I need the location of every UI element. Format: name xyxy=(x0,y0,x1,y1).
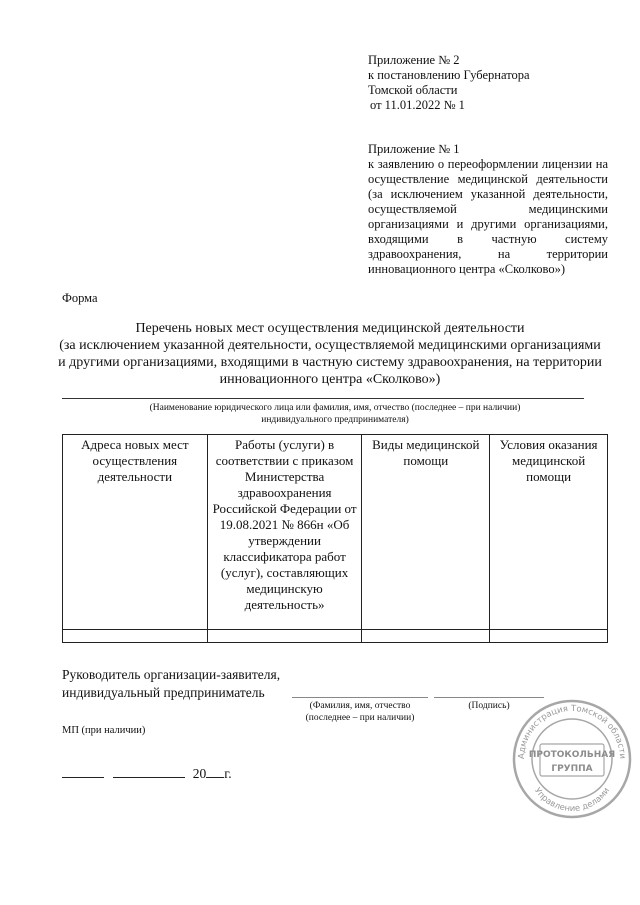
title-line-4: инновационного центра «Сколково») xyxy=(219,372,441,387)
date-day-blank xyxy=(62,763,104,778)
title-line-2: (за исключением указанной деятельности, осуществляемой медицинскими организациями xyxy=(59,338,601,353)
locations-table xyxy=(62,434,608,643)
annex-1-header xyxy=(368,142,608,277)
stamp-center-line-2: ГРУППА xyxy=(551,764,593,774)
title-line-3: и другими организациями, входящими в частную систему здравоохранения, на территории xyxy=(58,355,602,370)
table-cell[interactable] xyxy=(63,630,208,643)
official-stamp xyxy=(510,697,634,821)
column-header-addresses: Адреса новых мест осуществления деятельности xyxy=(63,435,208,630)
date-year-blank xyxy=(206,763,224,778)
column-header-care-conditions: Условия оказания медицинской помощи xyxy=(490,435,608,630)
signatory-line-2: индивидуальный предприниматель xyxy=(62,685,265,700)
date-month-blank xyxy=(113,763,185,778)
seal-place-label: МП (при наличии) xyxy=(62,725,146,736)
annex-2-header xyxy=(368,53,608,113)
fio-caption-line-2: (последнее – при наличии) xyxy=(305,713,415,723)
annex-1-heading: Приложение № 1 xyxy=(368,142,460,156)
annex-2-line-4: от 11.01.2022 № 1 xyxy=(370,98,465,112)
date-line xyxy=(62,763,232,782)
fio-caption-line-1: (Фамилия, имя, отчество xyxy=(309,701,411,711)
date-suffix: г. xyxy=(224,766,232,781)
applicant-name-caption xyxy=(62,402,608,426)
column-header-care-types: Виды медицинской помощи xyxy=(362,435,490,630)
annex-2-line-2: к постановлению Губернатора xyxy=(368,68,530,82)
table-header-row xyxy=(63,435,608,630)
annex-1-body: к заявлению о переоформлении лицензии на осуществление медицинской деятельности (за исключением указанной деятельности, осуществляемой медицинскими организациями и другими организациями, входящими в частную систему здравоохранения, на территории инновационного центра «Сколково») xyxy=(368,157,608,276)
name-caption-line-2: индивидуального предпринимателя) xyxy=(261,415,409,425)
stamp-bottom-text: Управление делами xyxy=(531,785,613,815)
annex-2-line-3: Томской области xyxy=(368,83,458,97)
document-title xyxy=(50,320,610,388)
table-cell[interactable] xyxy=(490,630,608,643)
fio-caption xyxy=(292,700,428,724)
sign-caption: (Подпись) xyxy=(468,701,510,711)
stamp-center-line-1: ПРОТОКОЛЬНАЯ xyxy=(528,750,616,760)
table-cell[interactable] xyxy=(362,630,490,643)
name-caption-line-1: (Наименование юридического лица или фамилия, имя, отчество (последнее – при наличии) xyxy=(149,403,521,413)
table-row xyxy=(63,630,608,643)
column-header-works: Работы (услуги) в соответствии с приказом Министерства здравоохранения Российской Федерации от 19.08.2021 № 866н «Об утверждении классификатора работ (услуг), составляющих медицинскую деятельность» xyxy=(207,435,362,630)
signatory-label xyxy=(62,666,280,702)
form-label: Форма xyxy=(62,291,98,305)
applicant-name-line xyxy=(62,398,584,399)
annex-2-line-1: Приложение № 2 xyxy=(368,53,460,67)
title-line-1: Перечень новых мест осуществления медицинской деятельности xyxy=(135,321,525,336)
signatory-line-1: Руководитель организации-заявителя, xyxy=(62,667,281,682)
table-cell[interactable] xyxy=(207,630,362,643)
fio-signature-line xyxy=(292,697,428,698)
date-year-prefix: 20 xyxy=(192,766,207,781)
stamp-ring-text: Администрация Томской области xyxy=(516,703,628,760)
